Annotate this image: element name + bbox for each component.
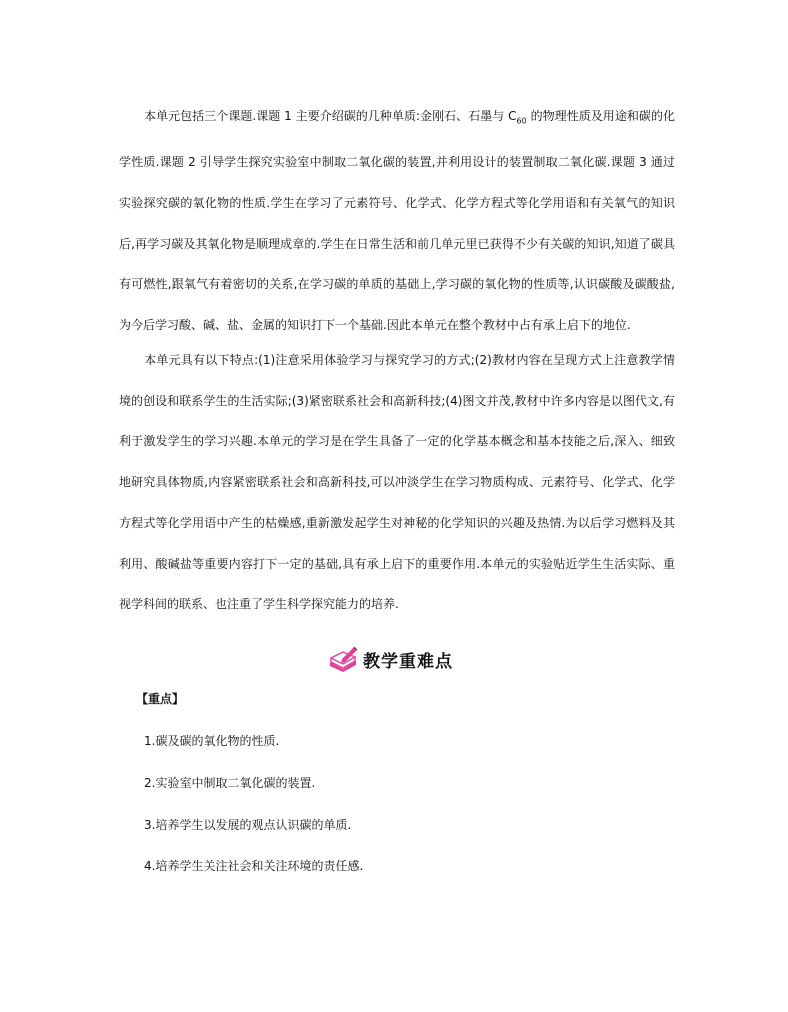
key-point-item: 1.碳及碳的氧化物的性质. bbox=[144, 734, 280, 748]
key-points-label: 【重点】 bbox=[136, 692, 185, 706]
key-point-item: 3.培养学生以发展的观点认识碳的单质. bbox=[144, 818, 352, 832]
book-pen-icon bbox=[327, 644, 359, 674]
intro-paragraph bbox=[119, 96, 675, 346]
intro-text-part1: 本单元包括三个课题.课题 1 主要介绍碳的几种单质:金刚石、石墨与 C bbox=[144, 109, 517, 123]
features-paragraph bbox=[119, 340, 675, 625]
section-title: 教学重难点 bbox=[363, 651, 453, 672]
section-heading bbox=[327, 644, 453, 674]
key-point-item: 4.培养学生关注社会和关注环境的责任感. bbox=[144, 859, 364, 873]
key-point-item: 2.实验室中制取二氧化碳的装置. bbox=[144, 776, 316, 790]
c60-subscript: 60 bbox=[516, 116, 527, 126]
intro-text-part2: 的物理性质及用途和碳的化学性质.课题 2 引导学生探究实验室中制取二氧化碳的装置,并利用设计的装置制取二氧化碳.课题 3 通过实验探究碳的氧化物的性质.学生在学习了元素符号、化学式、化学方程式等化学用语和有关氧气的知识后,再学习碳及其氧化物是顺理成章的.学生在日常生活和前几单元里已获得不少有关碳的知识,知道了碳具有可燃性,跟氧气有着密切的关系,在学习碳的单质的基础上,学习碳的氧化物的性质等,认识碳酸及碳酸盐,为今后学习酸、碱、盐、金属的知识打下一个基础.因此本单元在整个教材中占有承上启下的地位. bbox=[119, 109, 675, 332]
features-text: 本单元具有以下特点:(1)注意采用体验学习与探究学习的方式;(2)教材内容在呈现方式上注意教学情境的创设和联系学生的生活实际;(3)紧密联系社会和高新科技;(4)图文并茂,教材中许多内容是以图代文,有利于激发学生的学习兴趣.本单元的学习是在学生具备了一定的化学基本概念和基本技能之后,深入、细致地研究具体物质,内容紧密联系社会和高新科技,可以冲淡学生在学习物质构成、元素符号、化学式、化学方程式等化学用语中产生的枯燥感,重新激发起学生对神秘的化学知识的兴趣及热情.为以后学习燃料及其利用、酸碱盐等重要内容打下一定的基础,具有承上启下的重要作用.本单元的实验贴近学生生活实际、重视学科间的联系、也注重了学生科学探究能力的培养. bbox=[119, 353, 675, 612]
